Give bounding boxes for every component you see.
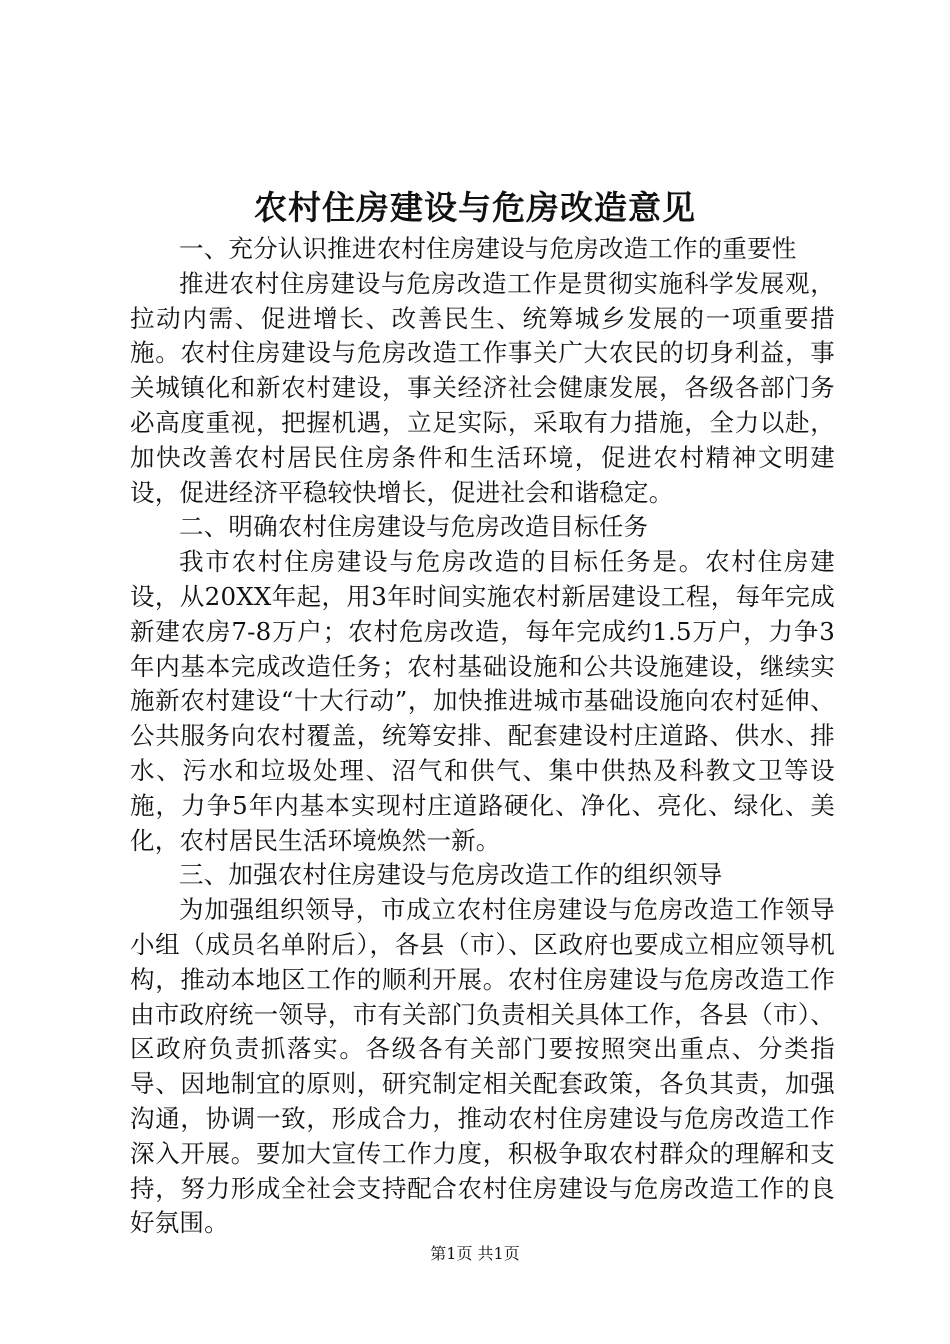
section-heading-1: 一、充分认识推进农村住房建设与危房改造工作的重要性 [179,234,797,263]
section-paragraph-3: 为加强组织领导，市成立农村住房建设与危房改造工作领导小组（成员名单附后），各县（市）、区政府也要成立相应领导机构，推动本地区工作的顺利开展。农村住房建设与危房改造工作由市政府统一领导，市有关部门负责相关具体工作，各县（市）、区政府负责抓落实。各级各有关部门要按照突出重点、分类指导、因地制宜的原则，研究制定相关配套政策，各负其责，加强沟通，协调一致，形成合力，推动农村住房建设与危房改造工作深入开展。要加大宣传工作力度，积极争取农村群众的理解和支持，努力形成全社会支持配合农村住房建设与危房改造工作的良好氛围。 [130,895,835,1238]
section-paragraph-1: 推进农村住房建设与危房改造工作是贯彻实施科学发展观，拉动内需、促进增长、改善民生、统筹城乡发展的一项重要措施。农村住房建设与危房改造工作事关广大农民的切身利益，事关城镇化和新农村建设，事关经济社会健康发展，各级各部门务必高度重视，把握机遇，立足实际，采取有力措施，全力以赴，加快改善农村居民住房条件和生活环境，促进农村精神文明建设，促进经济平稳较快增长，促进社会和谐稳定。 [130,268,835,507]
page-footer: 第1页 共1页 [430,1244,520,1263]
document-title: 农村住房建设与危房改造意见 [254,188,696,227]
document-body [130,232,835,1241]
section-paragraph-2: 我市农村住房建设与危房改造的目标任务是。农村住房建设，从20XX年起，用3年时间实施农村新居建设工程，每年完成新建农房7-8万户；农村危房改造，每年完成约1.5万户，力争3年内基本完成改造任务；农村基础设施和公共设施建设，继续实施新农村建设“十大行动”，加快推进城市基础设施向农村延伸、公共服务向农村覆盖，统筹安排、配套建设村庄道路、供水、排水、污水和垃圾处理、沼气和供气、集中供热及科教文卫等设施，力争5年内基本实现村庄道路硬化、净化、亮化、绿化、美化，农村居民生活环境焕然一新。 [130,547,835,855]
section-heading-3: 三、加强农村住房建设与危房改造工作的组织领导 [179,860,723,890]
section-heading-2: 二、明确农村住房建设与危房改造目标任务 [179,512,649,542]
